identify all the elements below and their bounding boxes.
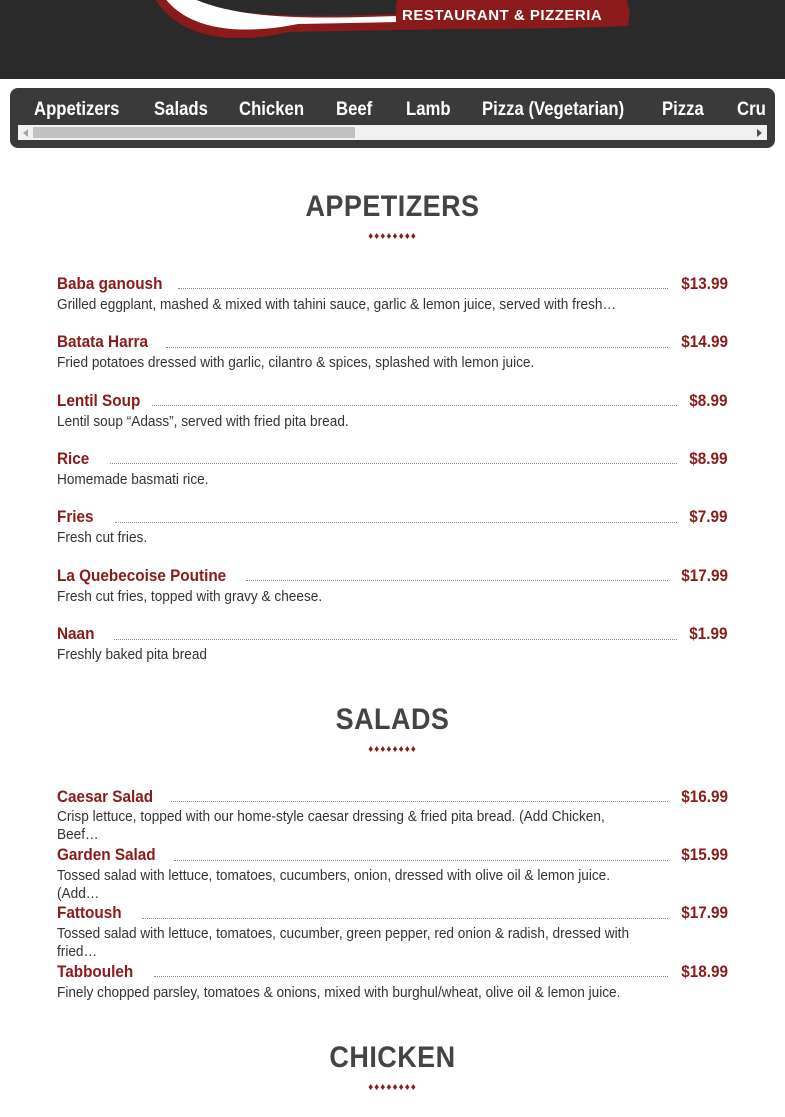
section-divider: ♦♦♦♦♦♦♦♦ <box>368 231 417 242</box>
scroll-thumb[interactable] <box>33 127 355 138</box>
menu-item-price: $16.99 <box>681 787 728 806</box>
section-title-appetizers: APPETIZERS <box>305 190 480 223</box>
menu-item-description: Freshly baked pita bread <box>57 647 208 663</box>
nav-horizontal-scrollbar[interactable] <box>18 125 767 140</box>
section-divider: ♦♦♦♦♦♦♦♦ <box>368 744 417 755</box>
menu-item-price: $7.99 <box>689 507 728 526</box>
dotted-leader <box>178 288 668 289</box>
dotted-leader <box>154 976 668 977</box>
menu-item-price: $17.99 <box>681 566 728 585</box>
menu-item-description: Homemade basmati rice. <box>57 472 209 488</box>
dotted-leader <box>114 639 677 640</box>
menu-item-description: Lentil soup “Adass”, served with fried pita bread. <box>57 414 349 430</box>
section-divider: ♦♦♦♦♦♦♦♦ <box>368 1082 417 1093</box>
arrow-left-icon <box>23 129 28 137</box>
menu-item-description: Fresh cut fries. <box>57 530 148 546</box>
menu-item-name: Fattoush <box>57 903 122 922</box>
menu-item-name: Caesar Salad <box>57 787 154 806</box>
menu-item-description: Fresh cut fries, topped with gravy & cheese. <box>57 589 323 605</box>
menu-item-description: Tossed salad with lettuce, tomatoes, cucumbers, onion, dressed with olive oil & lemon juice. (Add… <box>57 868 611 902</box>
category-nav-track <box>18 88 775 128</box>
menu-item-name: Lentil Soup <box>57 391 141 410</box>
menu-item-name: Tabbouleh <box>57 962 134 981</box>
section-title-chicken: CHICKEN <box>329 1041 456 1074</box>
menu-item-name: Rice <box>57 449 90 468</box>
dotted-leader <box>174 860 668 861</box>
menu-item-name: Batata Harra <box>57 332 148 351</box>
menu-item-description: Tossed salad with lettuce, tomatoes, cucumber, green pepper, red onion & radish, dressed with fried… <box>57 926 630 960</box>
dotted-leader <box>246 580 668 581</box>
logo-subtitle: RESTAURANT & PIZZERIA <box>402 7 603 24</box>
menu-item-name: Baba ganoush <box>57 274 163 293</box>
menu-item-price: $15.99 <box>681 845 728 864</box>
nav-item-salads[interactable]: Salads <box>154 99 208 120</box>
dotted-leader <box>152 405 677 406</box>
site-header <box>0 0 785 79</box>
menu-item-description: Fried potatoes dressed with garlic, cilantro & spices, splashed with lemon juice. <box>57 355 535 371</box>
menu-item-price: $13.99 <box>681 274 728 293</box>
dotted-leader <box>166 347 668 348</box>
nav-item-pizza[interactable]: Pizza <box>662 99 704 120</box>
menu-item-price: $17.99 <box>681 903 728 922</box>
dotted-leader <box>171 801 668 802</box>
section-title-salads: SALADS <box>335 703 450 736</box>
menu-item-description: Grilled eggplant, mashed & mixed with tahini sauce, garlic & lemon juice, served with fresh… <box>57 297 617 313</box>
menu-item-price: $1.99 <box>689 624 728 643</box>
scroll-right-arrow[interactable] <box>752 125 767 140</box>
menu-item-price: $8.99 <box>689 449 728 468</box>
menu-item-description: Finely chopped parsley, tomatoes & onions, mixed with burghul/wheat, olive oil & lemon juice. <box>57 985 621 1001</box>
dotted-leader <box>142 918 668 919</box>
menu-item-name: La Quebecoise Poutine <box>57 566 227 585</box>
nav-item-chicken[interactable]: Chicken <box>239 99 305 120</box>
menu-item-name: Fries <box>57 507 94 526</box>
menu-item-price: $18.99 <box>681 962 728 981</box>
dotted-leader <box>110 463 677 464</box>
nav-item-lamb[interactable]: Lamb <box>406 99 451 120</box>
dotted-leader <box>115 522 677 523</box>
menu-item-price: $8.99 <box>689 391 728 410</box>
menu-item-name: Naan <box>57 624 95 643</box>
category-nav <box>10 88 775 148</box>
scroll-left-arrow[interactable] <box>18 125 33 140</box>
nav-item-beef[interactable]: Beef <box>336 99 373 120</box>
menu-item-description: Crisp lettuce, topped with our home-style caesar dressing & fried pita bread. (Add Chicken, Beef… <box>57 809 605 843</box>
menu-item-price: $14.99 <box>681 332 728 351</box>
nav-item-pizza-vegetarian[interactable]: Pizza (Vegetarian) <box>482 99 625 120</box>
menu-item-name: Garden Salad <box>57 845 156 864</box>
nav-item-appetizers[interactable]: Appetizers <box>34 99 120 120</box>
nav-item-crusts[interactable]: Cru <box>737 99 766 120</box>
arrow-right-icon <box>757 129 762 137</box>
